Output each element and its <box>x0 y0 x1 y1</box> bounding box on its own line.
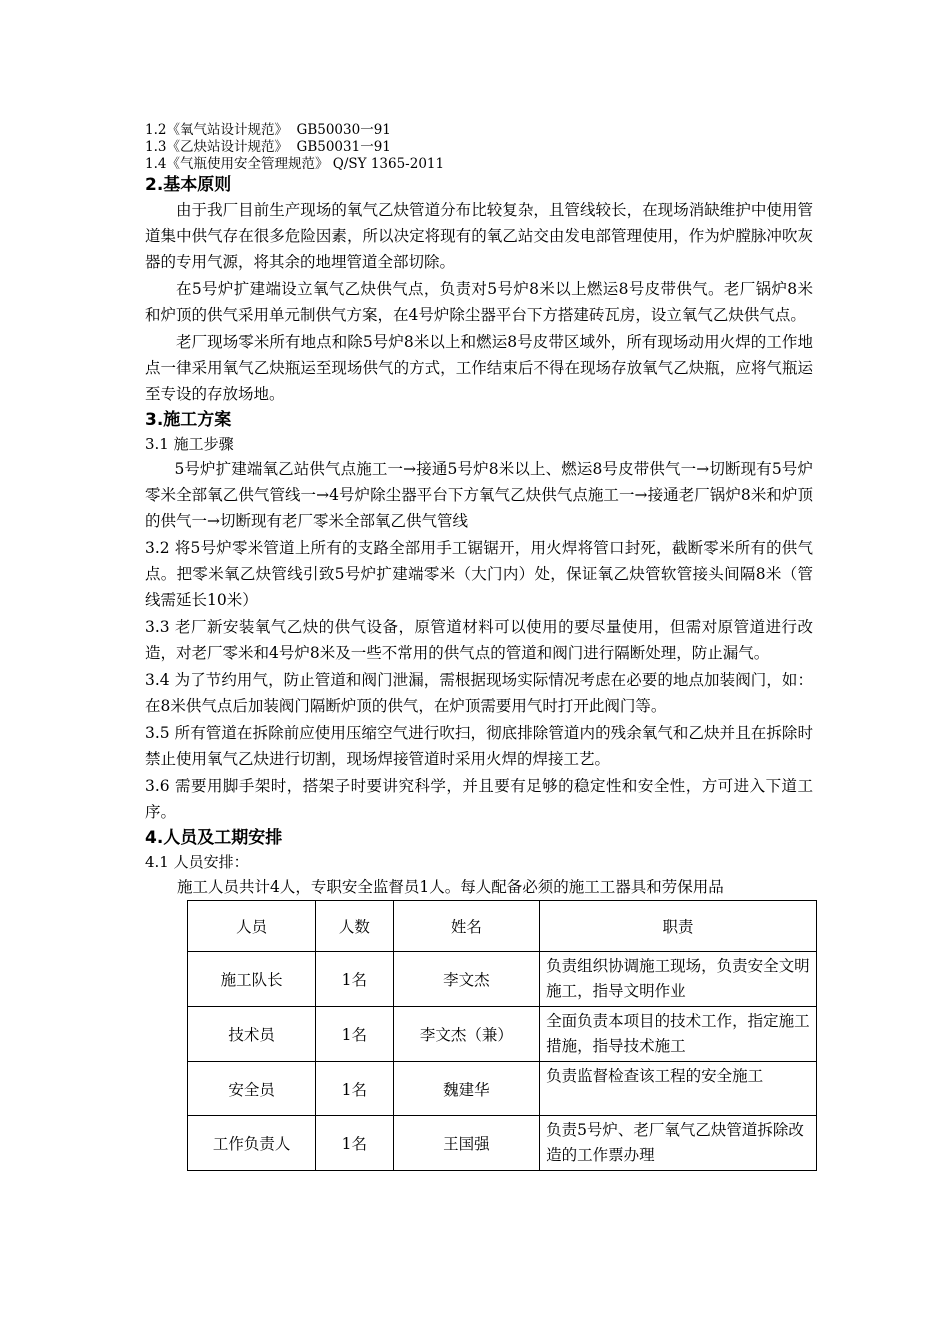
paragraph: 3.3 老厂新安装氧气乙炔的供气设备，原管道材料可以使用的要尽量使用，但需对原管道进行改造，对老厂零米和4号炉8米及一些不常用的供气点的管道和阀门进行隔断处理，防止漏气。 <box>145 618 813 662</box>
table-row <box>188 1116 817 1171</box>
table-cell: 工作负责人 <box>188 1116 316 1171</box>
table-cell: 施工队长 <box>188 952 316 1007</box>
table-header-row <box>188 901 817 952</box>
paragraph: 老厂现场零米所有地点和除5号炉8米以上和燃运8号皮带区域外，所有现场动用火焊的工作地点一律采用氧气乙炔瓶运至现场供气的方式，工作结束后不得在现场存放氧气乙炔瓶，应将气瓶运至专设的存放场地。 <box>145 333 813 403</box>
table-cell: 王国强 <box>393 1116 539 1171</box>
table-cell: 负责监督检查该工程的安全施工 <box>540 1062 817 1116</box>
table-cell: 1名 <box>316 1062 393 1116</box>
section-heading: 2.基本原则 <box>145 175 232 195</box>
paragraph: 3.2 将5号炉零米管道上所有的支路全部用手工锯锯开，用火焊将管口封死，截断零米所有的供气点。把零米氧乙炔管线引致5号炉扩建端零米（大门内）处，保证氧乙炔管软管接头间隔8米（管线需延长10米） <box>145 539 813 609</box>
staff-table <box>187 900 817 1171</box>
column-header: 人数 <box>316 901 393 952</box>
reference-list <box>145 122 813 173</box>
paragraph: 在5号炉扩建端设立氧气乙炔供气点，负责对5号炉8米以上燃运8号皮带供气。老厂锅炉8米和炉顶的供气采用单元制供气方案，在4号炉除尘器平台下方搭建砖瓦房，设立氧气乙炔供气点。 <box>145 280 813 324</box>
paragraph: 施工人员共计4人，专职安全监督员1人。每人配备必须的施工工器具和劳保用品 <box>177 878 724 896</box>
table-cell: 李文杰 <box>393 952 539 1007</box>
table-cell: 魏建华 <box>393 1062 539 1116</box>
paragraph: 3.4 为了节约用气，防止管道和阀门泄漏，需根据现场实际情况考虑在必要的地点加装阀门，如：在8米供气点后加装阀门隔断炉顶的供气，在炉顶需要用气时打开此阀门等。 <box>145 671 813 715</box>
table-row <box>188 1062 817 1116</box>
document-page <box>145 122 813 1171</box>
sub-heading: 4.1 人员安排： <box>145 853 249 871</box>
table-cell: 技术员 <box>188 1007 316 1062</box>
column-header: 人员 <box>188 901 316 952</box>
column-header: 职责 <box>540 901 817 952</box>
table-cell: 安全员 <box>188 1062 316 1116</box>
table-cell: 1名 <box>316 1116 393 1171</box>
table-cell: 1名 <box>316 1007 393 1062</box>
sub-heading: 3.1 施工步骤 <box>145 435 234 453</box>
table-row <box>188 952 817 1007</box>
reference-item: 1.4《气瓶使用安全管理规范》 Q/SY 1365-2011 <box>145 156 445 172</box>
reference-item: 1.3《乙炔站设计规范》 GB50031一91 <box>145 139 391 155</box>
section-heading: 3.施工方案 <box>145 410 232 430</box>
column-header: 姓名 <box>393 901 539 952</box>
reference-item: 1.2《氧气站设计规范》 GB50030一91 <box>145 122 391 138</box>
table-cell: 全面负责本项目的技术工作，指定施工措施，指导技术施工 <box>540 1007 817 1062</box>
table-cell: 李文杰（兼） <box>393 1007 539 1062</box>
paragraph: 3.6 需要用脚手架时，搭架子时要讲究科学，并且要有足够的稳定性和安全性，方可进入下道工序。 <box>145 777 813 821</box>
paragraph: 由于我厂目前生产现场的氧气乙炔管道分布比较复杂，且管线较长，在现场消缺维护中使用管道集中供气存在很多危险因素，所以决定将现有的氧乙站交由发电部管理使用，作为炉膛脉冲吹灰器的专用气源，将其余的地埋管道全部切除。 <box>145 201 813 271</box>
table-cell: 负责5号炉、老厂氧气乙炔管道拆除改造的工作票办理 <box>540 1116 817 1171</box>
section-heading: 4.人员及工期安排 <box>145 828 283 848</box>
table-cell: 负责组织协调施工现场，负责安全文明施工，指导文明作业 <box>540 952 817 1007</box>
paragraph: 5号炉扩建端氧乙站供气点施工一→接通5号炉8米以上、燃运8号皮带供气一→切断现有5号炉零米全部氧乙供气管线一→4号炉除尘器平台下方氧气乙炔供气点施工一→接通老厂锅炉8米和炉顶的供气一→切断现有老厂零米全部氧乙供气管线 <box>145 460 813 530</box>
table-row <box>188 1007 817 1062</box>
paragraph: 3.5 所有管道在拆除前应使用压缩空气进行吹扫，彻底排除管道内的残余氧气和乙炔并且在拆除时禁止使用氧气乙炔进行切割，现场焊接管道时采用火焊的焊接工艺。 <box>145 724 813 768</box>
table-cell: 1名 <box>316 952 393 1007</box>
